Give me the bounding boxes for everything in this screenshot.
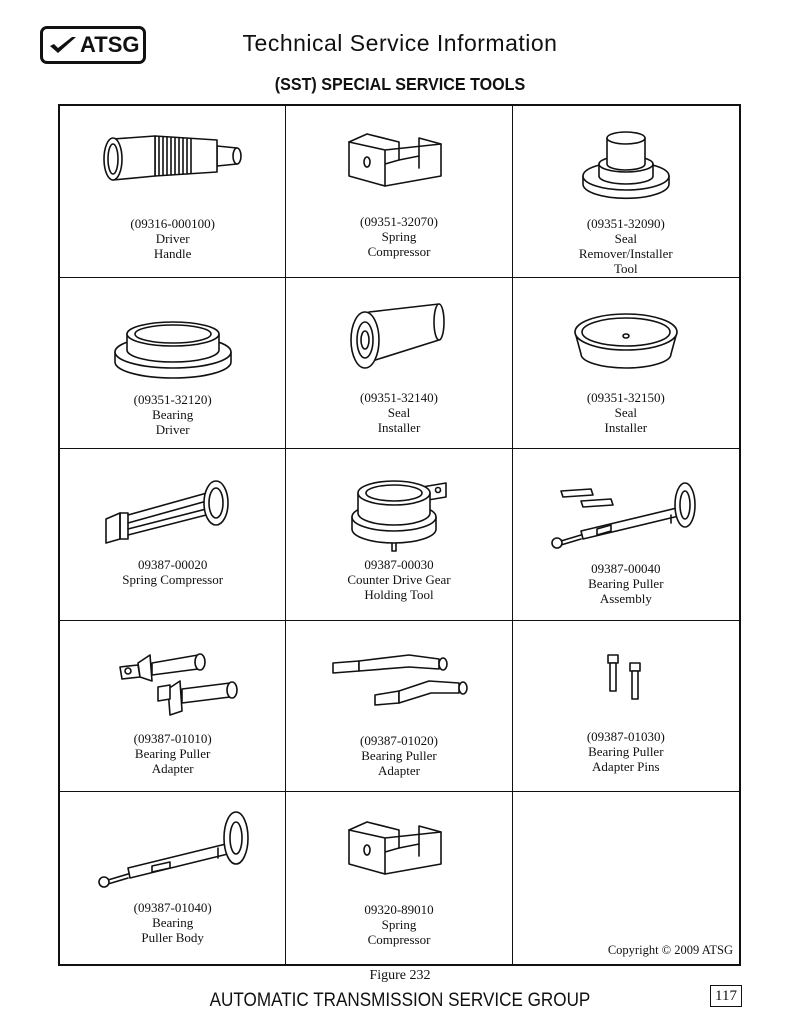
spring-compressor-icon [339,124,459,204]
footer-text: AUTOMATIC TRANSMISSION SERVICE GROUP [209,990,591,1011]
tool-cell [60,621,286,793]
tool-cell [60,449,286,621]
tool-caption: (09387-01020) Bearing Puller Adapter [359,732,438,778]
tool-caption: (09387-01040) Bearing Puller Body [133,900,212,946]
spring-compressor-frame-icon [98,477,248,557]
tool-cell [60,106,286,278]
seal-installer-icon [339,300,459,380]
tool-caption: (09351-32120) Bearing Driver [133,391,212,437]
spring-compressor-icon [339,812,459,892]
tool-caption: 09387-00040 Bearing Puller Assembly [588,561,664,607]
tool-cell [513,621,739,793]
tool-caption: (09316-000100) Driver Handle [130,216,215,261]
puller-adapter-icon [98,641,248,731]
tool-cell [513,278,739,450]
gear-holding-tool-icon [334,473,464,563]
tool-caption: 09387-00020 Spring Compressor [122,557,224,588]
tool-caption: (09387-01010) Bearing Puller Adapter [133,730,212,776]
logo-text: ATSG [80,32,140,57]
tool-cell [286,106,512,278]
tool-cell [286,278,512,450]
tool-caption: (09351-32150) Seal Installer [586,389,665,435]
puller-adapter-arms-icon [319,645,479,735]
tool-cell [286,792,512,964]
page-title: Technical Service Information [242,30,558,56]
tool-cell [286,449,512,621]
puller-body-icon [88,808,258,898]
figure-label: Figure 232 [369,968,431,983]
tool-caption: (09351-32140) Seal Installer [359,389,438,435]
seal-remover-icon [571,124,681,204]
driver-handle-icon [93,124,253,204]
tool-caption: (09351-32090) Seal Remover/Installer Tool [578,216,673,276]
tool-cell [513,106,739,278]
adapter-pins-icon [596,649,656,719]
tool-caption: 09320-89010 Spring Compressor [364,902,434,948]
empty-cell [513,792,739,964]
tools-grid [58,104,741,966]
page-number: 117 [710,985,742,1007]
copyright-notice: Copyright © 2009 ATSG [607,943,733,957]
bearing-puller-assembly-icon [541,471,711,561]
tool-cell [60,792,286,964]
section-title: (SST) SPECIAL SERVICE TOOLS [274,74,526,94]
tool-caption: 09387-00030 Counter Drive Gear Holding Tool [347,557,451,603]
bearing-driver-icon [103,312,243,392]
tool-caption: (09387-01030) Bearing Puller Adapter Pins [586,728,665,774]
tool-cell [60,278,286,450]
seal-installer-cup-icon [561,300,691,380]
tool-cell [513,449,739,621]
tool-caption: (09351-32070) Spring Compressor [359,214,438,259]
tool-cell [286,621,512,793]
